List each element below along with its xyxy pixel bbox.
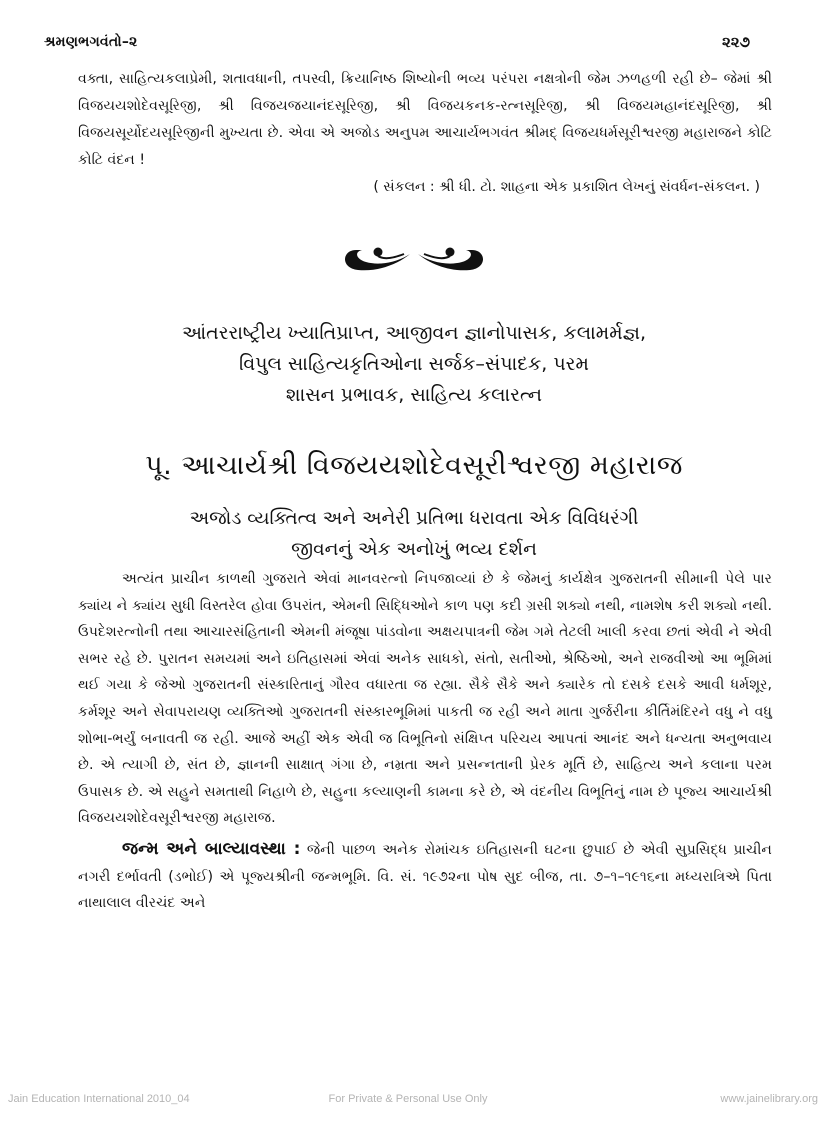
subtitle-line: અજોડ વ્યક્તિત્વ અને અનેરી પ્રતિભા ધરાવતા એક વિવિધરંગી: [189, 508, 639, 529]
scroll-flourish-ornament-icon: [334, 240, 494, 276]
subtitle-line: જીવનનું એક અનોખું ભવ્ય દર્શન: [291, 539, 537, 560]
intro-section: [78, 66, 772, 201]
intro-paragraph: વક્તા, સાહિત્યકલાપ્રેમી, શતાવધાની, તપસ્વી, ક્રિયાનિષ્ઠ શિષ્યોની ભવ્ય પરંપરા નક્ષત્રોની જેમ ઝળહળી રહી છે– જેમાં શ્રી વિજયયશોદેવસૂરિજી, શ્રી વિજયજયાનંદસૂરિજી, શ્રી વિજયકનક-રત્નસૂરિજી, શ્રી વિજયમહાનંદસૂરિજી, શ્રી વિજયસૂર્યોદયસૂરિજીની મુખ્યતા છે. એવા એ અજોડ અનુપમ આચાર્યભગવંત શ્રીમદ્ વિજયધર્મસૂરીશ્વરજી મહારાજને કોટિ કોટિ વંદન !: [78, 71, 772, 168]
article-title: પૂ. આચાર્યશ્રી વિજયયશોદેવસૂરીશ્વરજી મહારાજ: [145, 450, 683, 481]
page-footer: [8, 1093, 818, 1105]
page-number: ૨૨૭: [721, 33, 750, 51]
footer-usage-note: For Private & Personal Use Only: [328, 1093, 488, 1105]
compilation-credit: ( સંકલન : શ્રી ધી. ટો. શાહના એક પ્રકાશિત લેખનું સંવર્ધન-સંકલન. ): [373, 179, 760, 195]
epithets-heading: [40, 318, 788, 411]
body-paragraph: [78, 836, 772, 917]
article-subtitle: [40, 503, 788, 565]
epithet-line: વિપુલ સાહિત્યકૃતિઓના સર્જક–સંપાદક, પરમ: [239, 353, 589, 375]
section-text: જેની પાછળ અનેક રોમાંચક ઇતિહાસની ઘટના છુપાઈ છે એવી સુપ્રસિદ્ધ પ્રાચીન નગરી દર્ભાવતી (ડભોઈ) એ પૂજ્યશ્રીની જન્મભૂમિ. વિ. સં. ૧૯૭૨ના પોષ સુદ બીજ, તા. ૭–૧–૧૯૧૬ના મધ્યરાત્રિએ પિતા નાથાલાલ વીરચંદ અને: [78, 841, 772, 912]
footer-publisher: Jain Education International 2010_04: [8, 1093, 190, 1105]
section-heading: જન્મ અને બાલ્યાવસ્થા :: [122, 838, 301, 859]
article-body: [78, 566, 772, 917]
footer-website: www.jainelibrary.org: [720, 1093, 818, 1105]
epithet-line: શાસન પ્રભાવક, સાહિત્ય કલારત્ન: [285, 384, 543, 406]
epithet-line: આંતરરાષ્ટ્રીય ખ્યાતિપ્રાપ્ત, આજીવન જ્ઞાનોપાસક, કલામર્મજ્ઞ,: [181, 322, 647, 344]
running-header: [44, 30, 750, 54]
running-title: શ્રમણભગવંતો–૨: [44, 34, 138, 50]
body-paragraph: અત્યંત પ્રાચીન કાળથી ગુજરાતે એવાં માનવરત્નો નિપજાવ્યાં છે કે જેમનું કાર્યક્ષેત્ર ગુજરાતની સીમાની પેલે પાર ક્યાંય ને ક્યાંય સુધી વિસ્તરેલ હોવા ઉપરાંત, એમની સિદ્ધિઓને કાળ પણ કદી ગ્રસી શક્યો નથી, નામશેષ કરી શક્યો નથી. ઉપદેશરત્નોની તથા આચારસંહિતાની એમની મંજૂષા પાંડવોના અક્ષયપાત્રની જેમ ગમે તેટલી ખાલી કરવા છતાં એવી ને એવી સભર રહે છે. પુરાતન સમયમાં અને ઇતિહાસમાં એવાં અનેક સાધકો, સંતો, સતીઓ, શ્રેષ્ઠિઓ, અને રાજવીઓ આ ભૂમિમાં થઈ ગયા કે જેઓ ગુજરાતની સંસ્કારિતાનું ગૌરવ વધારતા જ રહ્યા. સૈકે સૈકે અને ક્યારેક તો દસકે દસકે આવી ધર્મશૂર, કર્મશૂર અને સેવાપરાયણ વ્યક્તિઓ ગુજરાતની સંસ્કારભૂમિમાં પાકતી જ રહી અને માતા ગુર્જરીના કીર્તિમંદિરને વધુ ને વધુ શોભા-ભર્યું બનાવતી જ રહી. આજે અહીં એક એવી જ વિભૂતિનો સંક્ષિપ્ત પરિચય આપતાં આનંદ અને ધન્યતા અનુભવાય છે. એ ત્યાગી છે, સંત છે, જ્ઞાનની સાક્ષાત્ ગંગા છે, નમ્રતા અને પ્રસન્નતાની પ્રેરક મૂર્તિ છે, સાહિત્ય અને કલાના પરમ ઉપાસક છે. એ સહુને સમતાથી નિહાળે છે, સહુના કલ્યાણની કામના કરે છે, એ વંદનીય વિભૂતિનું નામ છે પૂજ્ય આચાર્યશ્રી વિજયયશોદેવસૂરીશ્વરજી મહારાજ.: [78, 571, 772, 827]
